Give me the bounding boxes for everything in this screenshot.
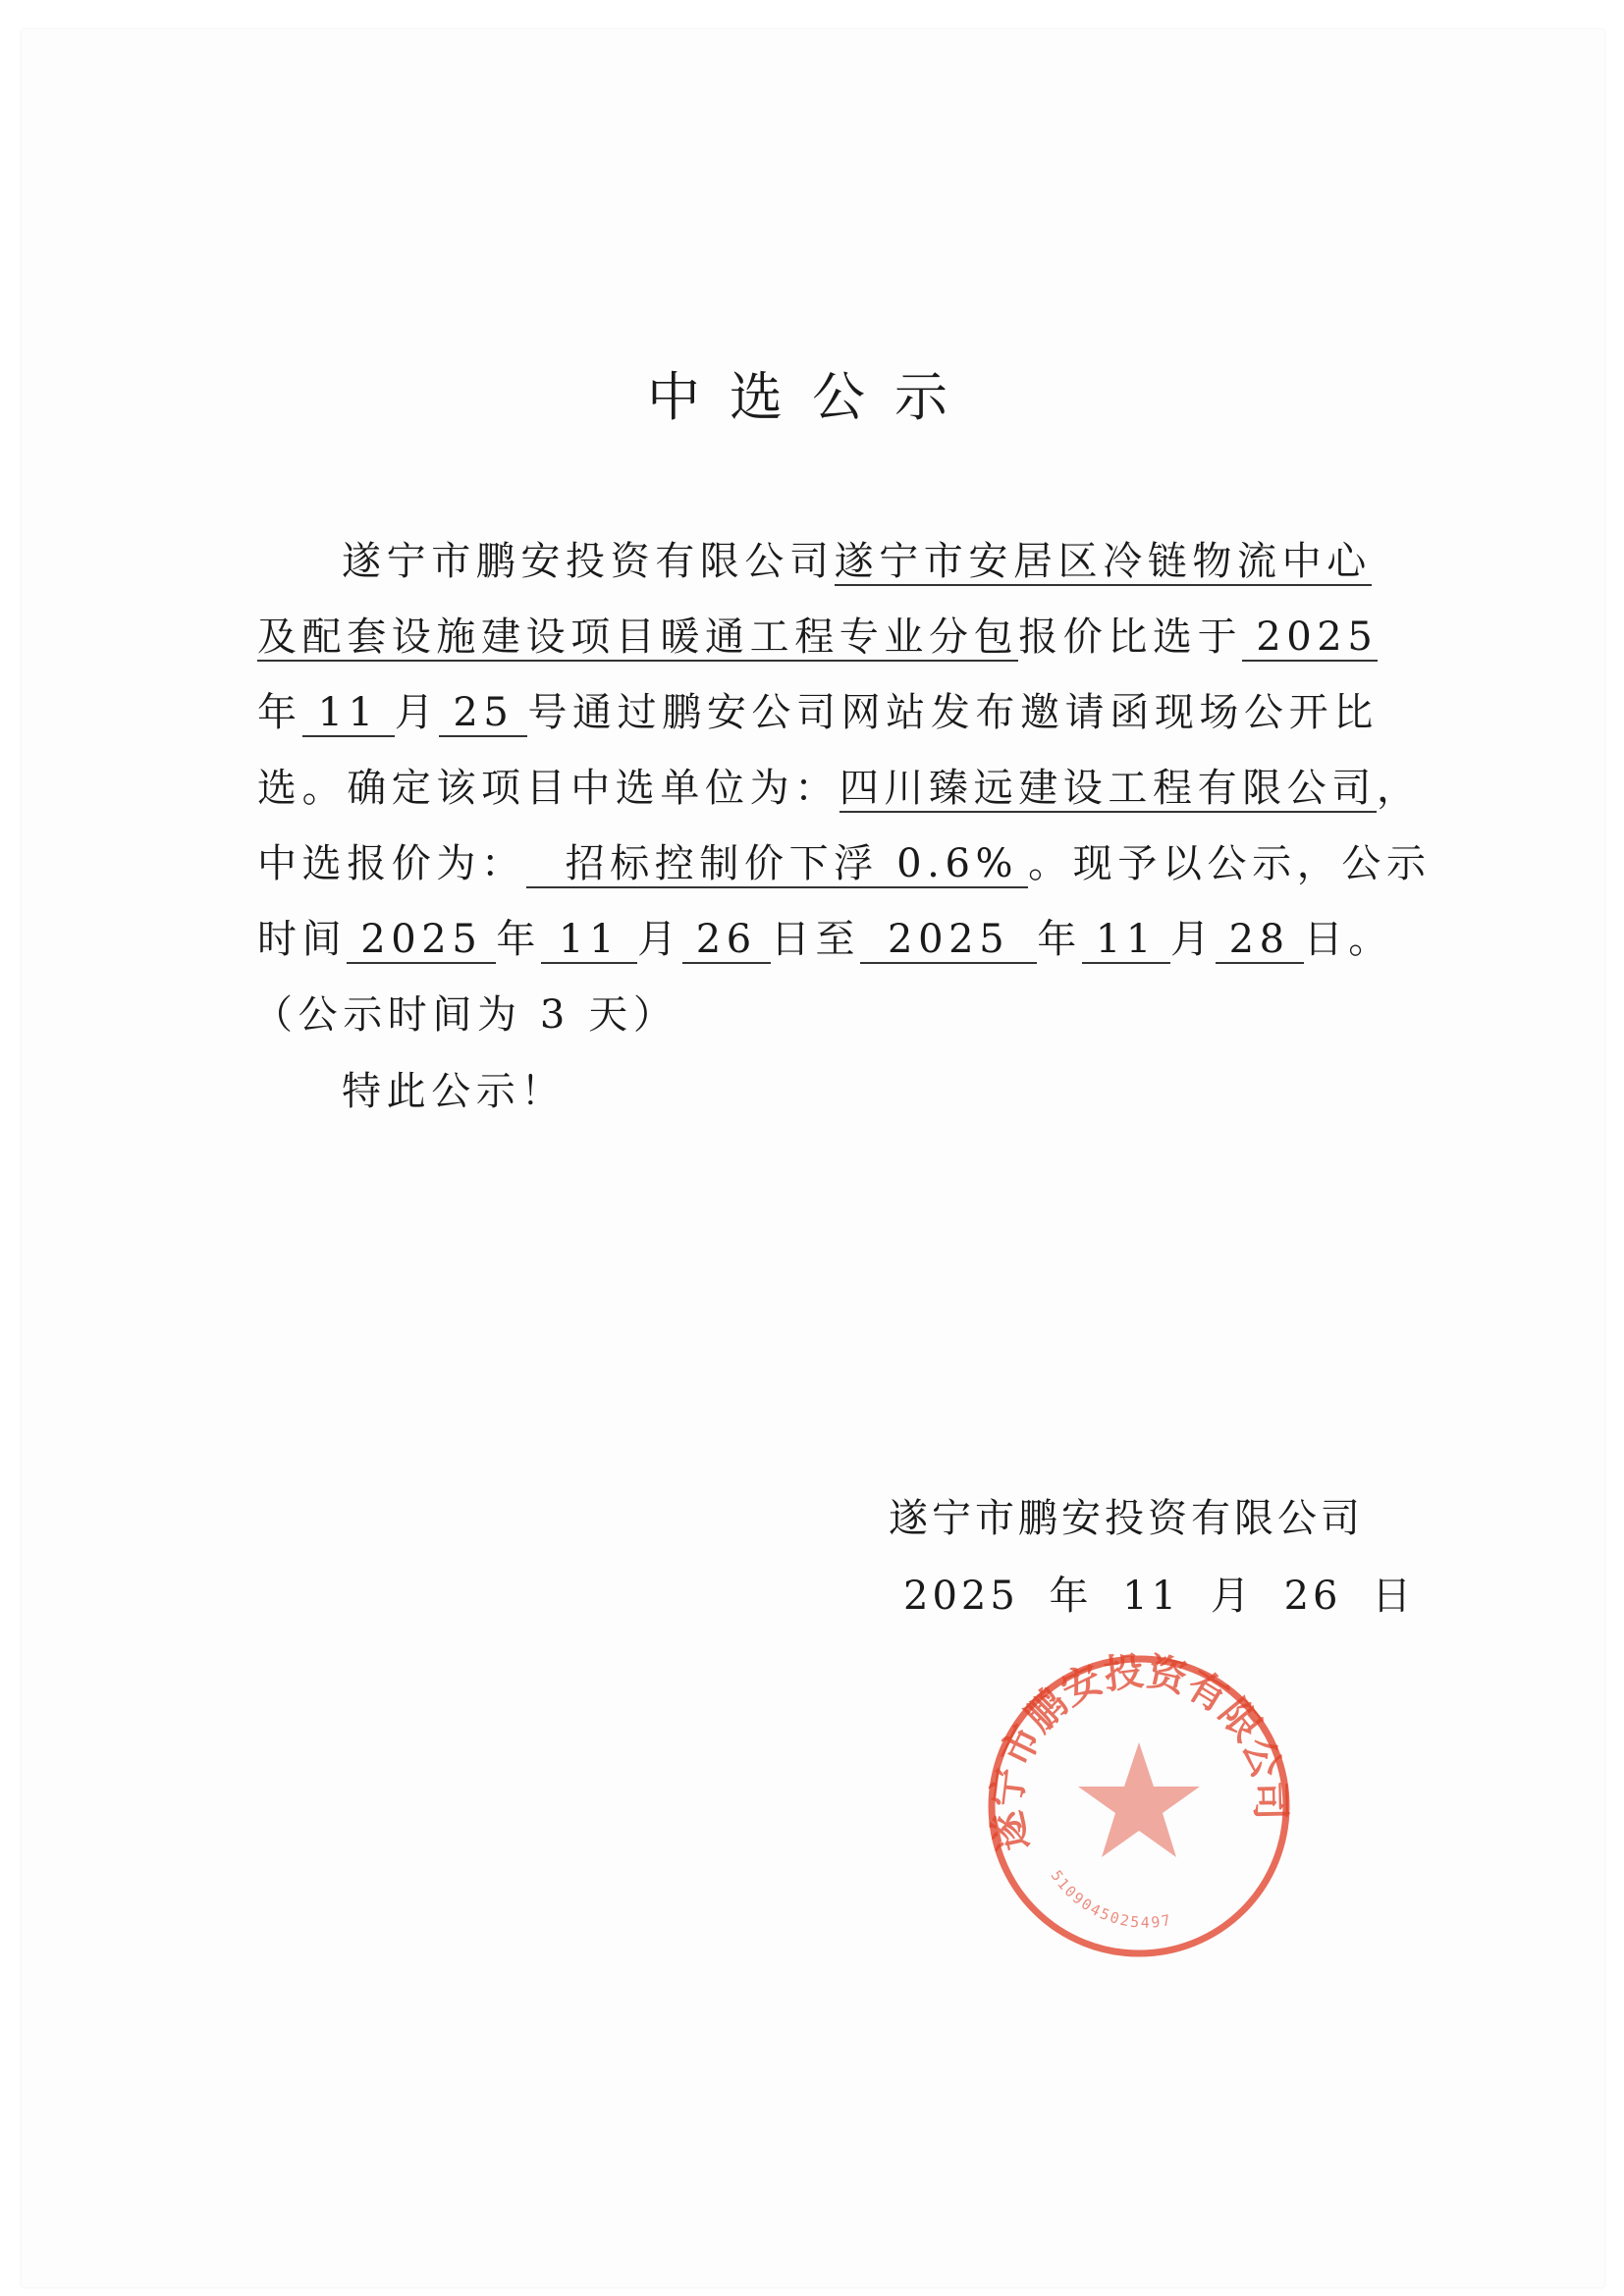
closing-text: 特此公示！ — [342, 1069, 566, 1114]
issue-day: 25 — [439, 690, 527, 737]
paragraph-line-1 — [342, 530, 1372, 586]
text: 。现予以公示，公示 — [1028, 841, 1432, 886]
issuer-company: 遂宁市鹏安投资有限公司 — [342, 539, 835, 584]
paragraph-line-5 — [257, 832, 1432, 888]
start-day: 26 — [682, 917, 771, 964]
winner-company: 四川臻远建设工程有限公司 — [839, 766, 1378, 811]
project-name-part2: 及配套设施建设项目暖通工程专业分包 — [257, 614, 1019, 660]
paragraph-line-4 — [257, 757, 1422, 813]
project-name-part1: 遂宁市安居区冷链物流中心 — [834, 539, 1372, 584]
sig-month: 11 — [1122, 1574, 1181, 1619]
svg-text:5109045025497 — [1048, 1867, 1174, 1932]
stamp-text: 遂宁市鹏安投资有限公司 — [984, 1649, 1293, 1855]
end-month: 11 — [1082, 917, 1170, 964]
end-day: 28 — [1216, 917, 1304, 964]
text: 年 — [496, 917, 542, 962]
text: 年 — [257, 690, 302, 735]
issue-month: 11 — [302, 690, 395, 737]
signature-date — [903, 1565, 1415, 1621]
text: 中选报价为： — [257, 841, 526, 886]
paragraph-line-2 — [257, 606, 1378, 662]
star-icon — [1078, 1742, 1200, 1857]
document-title: 中选公示 — [647, 366, 977, 428]
text: 时间 — [257, 917, 348, 962]
end-year: 2025 — [860, 917, 1037, 964]
text: 月 — [1210, 1574, 1254, 1619]
company-seal-stamp — [982, 1649, 1296, 1963]
winning-price: 招标控制价下浮 0.6% — [526, 841, 1029, 888]
start-year: 2025 — [347, 917, 496, 964]
start-month: 11 — [541, 917, 637, 964]
sig-year: 2025 — [903, 1574, 1019, 1619]
paragraph-line-3 — [257, 681, 1379, 737]
text: 月 — [637, 917, 682, 962]
paragraph-line-6 — [257, 908, 1393, 964]
stamp-code: 5109045025497 — [1047, 1866, 1174, 1932]
text: 日至 — [770, 917, 861, 962]
text: 月 — [394, 690, 440, 735]
text: 报价比选于 — [1018, 614, 1243, 660]
text: 选。确定该项目中选单位为： — [257, 766, 839, 811]
signature-company: 遂宁市鹏安投资有限公司 — [889, 1496, 1364, 1541]
issue-year: 2025 — [1242, 614, 1378, 662]
text: 日。 — [1303, 917, 1393, 962]
text: 日 — [1372, 1574, 1416, 1619]
text: 年 — [1049, 1574, 1093, 1619]
text: 年 — [1037, 917, 1082, 962]
sig-day: 26 — [1283, 1574, 1342, 1619]
text: ， — [1377, 766, 1422, 811]
text: 月 — [1169, 917, 1216, 962]
text: 号通过鹏安公司网站发布邀请函现场公开比 — [527, 690, 1379, 735]
duration-note: （公示时间为 3 天） — [253, 992, 678, 1038]
